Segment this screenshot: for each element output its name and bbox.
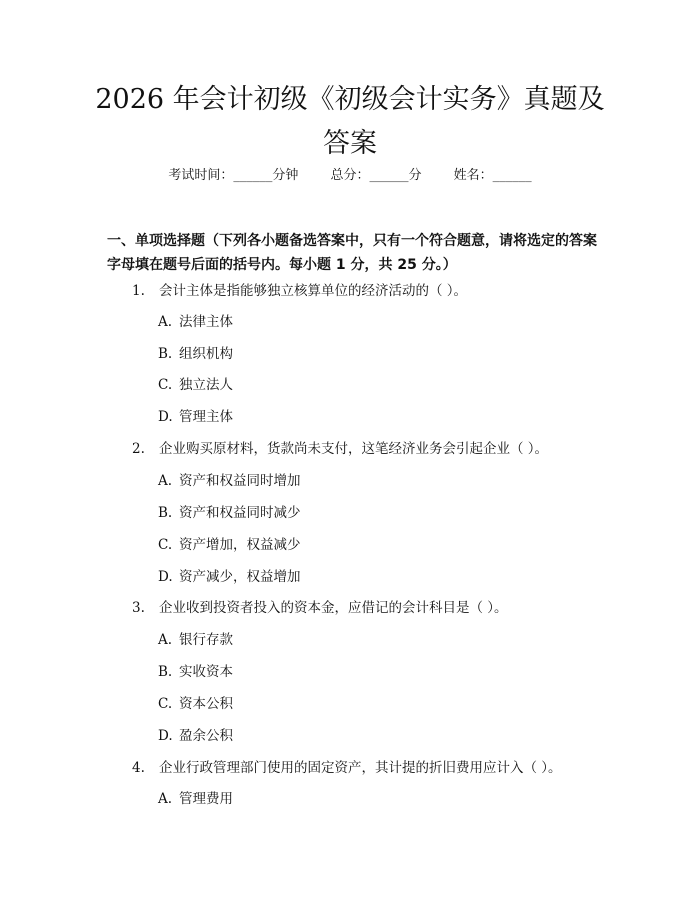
question-text: 企业收到投资者投入的资本金，应借记的会计科目是（ ）。	[159, 600, 508, 616]
option-1c	[158, 375, 233, 395]
option-letter: D.	[158, 569, 173, 585]
exam-meta	[0, 166, 700, 186]
option-letter: C.	[158, 377, 173, 393]
question-number: 3.	[132, 600, 145, 616]
option-4a	[158, 789, 233, 809]
option-text: 资产减少，权益增加	[179, 569, 301, 585]
question-4	[132, 758, 562, 778]
option-letter: A.	[158, 791, 173, 807]
option-letter: C.	[158, 696, 173, 712]
option-text: 资产增加，权益减少	[179, 537, 301, 553]
option-2d	[158, 567, 301, 587]
option-1d	[158, 407, 233, 427]
option-2c	[158, 535, 301, 555]
option-2b	[158, 503, 301, 523]
option-text: 资产和权益同时增加	[179, 473, 301, 489]
option-text: 盈余公积	[179, 728, 233, 744]
question-number: 4.	[132, 760, 145, 776]
option-letter: A.	[158, 314, 173, 330]
option-text: 实收资本	[179, 664, 233, 680]
question-text: 会计主体是指能够独立核算单位的经济活动的（ ）。	[159, 283, 468, 299]
option-3a	[158, 630, 233, 650]
option-text: 独立法人	[179, 377, 233, 393]
option-1a	[158, 312, 233, 332]
option-2a	[158, 471, 301, 491]
option-text: 组织机构	[179, 346, 233, 362]
option-letter: B.	[158, 505, 173, 521]
option-text: 法律主体	[179, 314, 233, 330]
option-3b	[158, 662, 233, 682]
option-text: 资本公积	[179, 696, 233, 712]
exam-score: 总分：______分	[330, 168, 422, 183]
option-3c	[158, 694, 233, 714]
option-text: 管理费用	[179, 791, 233, 807]
option-1b	[158, 344, 233, 364]
exam-time: 考试时间：______分钟	[168, 168, 299, 183]
option-letter: C.	[158, 537, 173, 553]
question-text: 企业购买原材料，货款尚未支付，这笔经济业务会引起企业（ ）。	[159, 441, 549, 457]
option-text: 银行存款	[179, 632, 233, 648]
section-heading: 一、单项选择题（下列各小题备选答案中，只有一个符合题意，请将选定的答案字母填在题号后面的括号内。每小题 1 分，共 25 分。）	[107, 233, 597, 273]
option-text: 资产和权益同时减少	[179, 505, 301, 521]
page-title: 2026 年会计初级《初级会计实务》真题及答案	[95, 84, 605, 159]
option-letter: A.	[158, 632, 173, 648]
option-text: 管理主体	[179, 409, 233, 425]
option-3d	[158, 726, 233, 746]
exam-name: 姓名：______	[453, 168, 532, 183]
option-letter: D.	[158, 728, 173, 744]
option-letter: B.	[158, 346, 173, 362]
question-2	[132, 439, 548, 459]
question-text: 企业行政管理部门使用的固定资产，其计提的折旧费用应计入（ ）。	[159, 760, 562, 776]
option-letter: B.	[158, 664, 173, 680]
option-letter: D.	[158, 409, 173, 425]
question-number: 1.	[132, 283, 145, 299]
option-letter: A.	[158, 473, 173, 489]
question-number: 2.	[132, 441, 145, 457]
question-3	[132, 598, 508, 618]
question-1	[132, 281, 467, 301]
